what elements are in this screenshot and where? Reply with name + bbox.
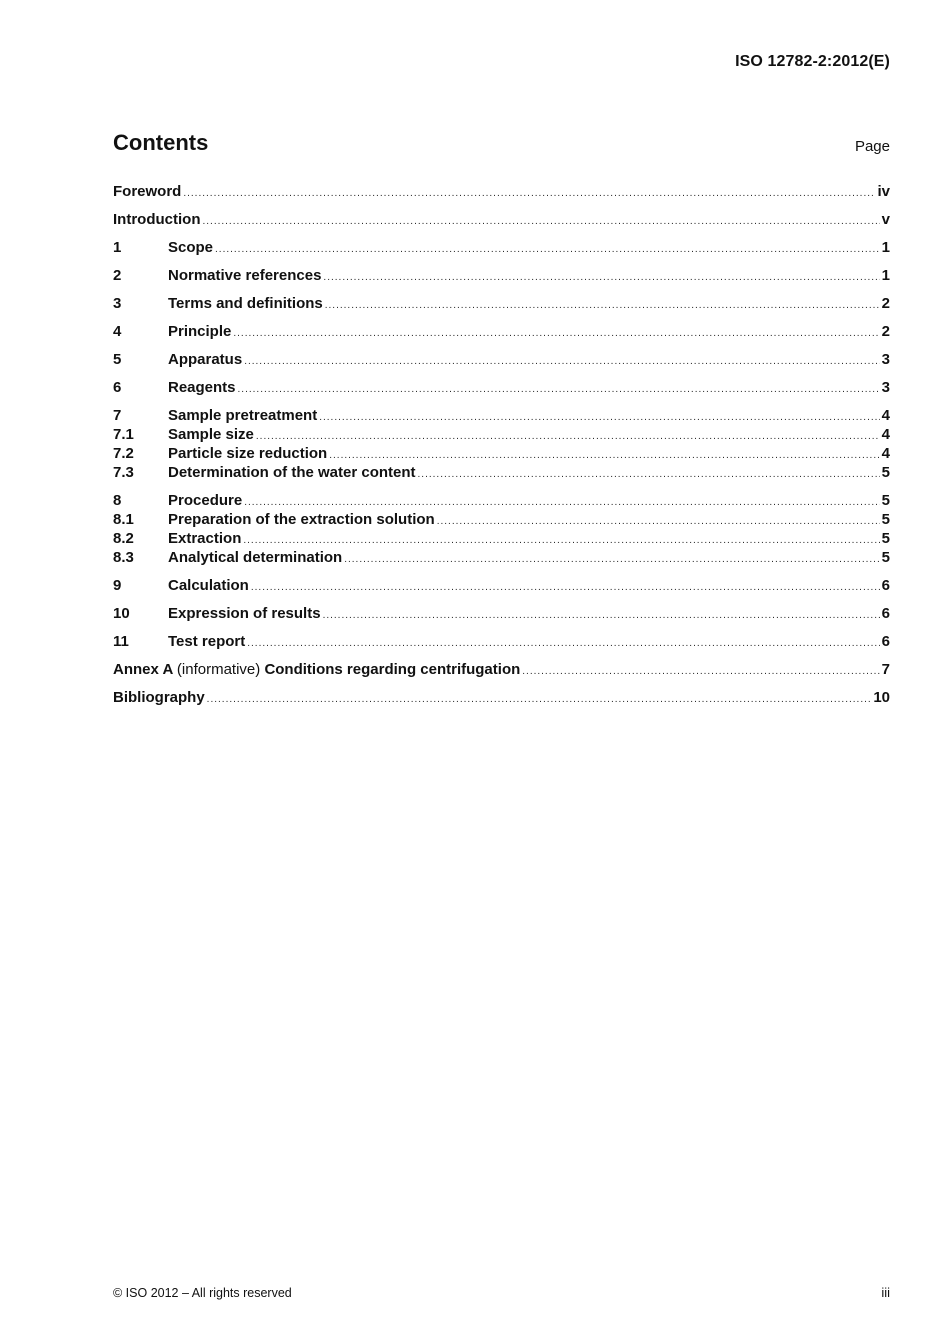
toc-entry-annex-a[interactable] bbox=[113, 660, 890, 679]
dot-leader bbox=[323, 268, 879, 287]
dot-leader bbox=[251, 578, 880, 597]
toc-entry-number: 7 bbox=[113, 407, 122, 424]
toc-entry-title: Test report bbox=[168, 633, 246, 650]
toc-entry-page: 3 bbox=[881, 379, 890, 396]
toc-entry-number: 3 bbox=[113, 295, 122, 312]
toc-entry-title: Calculation bbox=[168, 577, 249, 594]
toc-entry-title: Sample pretreatment bbox=[168, 407, 318, 424]
toc-entry-title: Particle size reduction bbox=[168, 445, 328, 462]
toc-entry-sample-pretreatment[interactable] bbox=[113, 406, 890, 425]
toc-entry-number: 8 bbox=[113, 492, 122, 509]
toc-entry-page: 4 bbox=[881, 445, 890, 462]
toc-entry-expression-of-results[interactable] bbox=[113, 604, 890, 623]
toc-entry-title: Bibliography bbox=[113, 689, 205, 706]
toc-entry-number: 5 bbox=[113, 351, 122, 368]
annex-title: Conditions regarding centrifugation bbox=[264, 661, 521, 678]
dot-leader bbox=[418, 465, 880, 484]
toc-entry-number: 7.2 bbox=[113, 445, 134, 462]
toc-entry-title bbox=[113, 660, 520, 679]
toc-entry-water-content[interactable] bbox=[113, 463, 890, 482]
annex-note: (informative) bbox=[176, 661, 261, 678]
toc-entry-page: 5 bbox=[881, 492, 890, 509]
toc-entry-page: 4 bbox=[881, 407, 890, 424]
toc-entry-title: Sample size bbox=[168, 426, 254, 443]
toc-entry-test-report[interactable] bbox=[113, 632, 890, 651]
toc-entry-number: 8.2 bbox=[113, 530, 134, 547]
toc-entry-introduction[interactable] bbox=[113, 210, 890, 229]
toc-entry-page: 10 bbox=[873, 689, 890, 706]
footer-page-number: iii bbox=[881, 1285, 890, 1300]
toc-entry-page: 5 bbox=[881, 549, 890, 566]
toc-entry-number: 11 bbox=[113, 633, 129, 650]
document-id-header: ISO 12782-2:2012(E) bbox=[735, 53, 890, 70]
dot-leader bbox=[323, 606, 880, 625]
dot-leader bbox=[202, 212, 879, 231]
toc-entry-page: 5 bbox=[881, 530, 890, 547]
toc-entry-title: Reagents bbox=[168, 379, 236, 396]
toc-entry-page: 3 bbox=[881, 351, 890, 368]
toc-entry-title: Normative references bbox=[168, 267, 322, 284]
toc-entry-number: 8.1 bbox=[113, 511, 134, 528]
toc-entry-title: Determination of the water content bbox=[168, 464, 416, 481]
toc-entry-normative-references[interactable] bbox=[113, 266, 890, 285]
dot-leader bbox=[325, 296, 880, 315]
dot-leader bbox=[437, 512, 880, 531]
dot-leader bbox=[247, 634, 879, 653]
toc-entry-particle-size-reduction[interactable] bbox=[113, 444, 890, 463]
toc-entry-title: Foreword bbox=[113, 183, 182, 200]
toc-entry-calculation[interactable] bbox=[113, 576, 890, 595]
toc-entry-extraction[interactable] bbox=[113, 529, 890, 548]
toc-entry-number: 1 bbox=[113, 239, 122, 256]
toc-entry-reagents[interactable] bbox=[113, 378, 890, 397]
toc-entry-page: iv bbox=[877, 183, 890, 200]
toc-entry-title: Analytical determination bbox=[168, 549, 343, 566]
toc-entry-number: 2 bbox=[113, 267, 122, 284]
toc-entry-title: Scope bbox=[168, 239, 214, 256]
toc-entry-terms-and-definitions[interactable] bbox=[113, 294, 890, 313]
toc-entry-apparatus[interactable] bbox=[113, 350, 890, 369]
toc-entry-number: 7.3 bbox=[113, 464, 134, 481]
toc-entry-page: 6 bbox=[881, 605, 890, 622]
toc-entry-title: Introduction bbox=[113, 211, 201, 228]
toc-entry-title: Procedure bbox=[168, 492, 243, 509]
toc-entry-page: 5 bbox=[881, 511, 890, 528]
toc-entry-page: 6 bbox=[881, 577, 890, 594]
dot-leader bbox=[207, 690, 872, 709]
toc-entry-title: Principle bbox=[168, 323, 232, 340]
toc-entry-bibliography[interactable] bbox=[113, 688, 890, 707]
toc-entry-title: Expression of results bbox=[168, 605, 321, 622]
toc-entry-analytical-determination[interactable] bbox=[113, 548, 890, 567]
toc-entry-title: Extraction bbox=[168, 530, 242, 547]
annex-label: Annex A bbox=[113, 661, 173, 678]
toc-entry-page: 1 bbox=[881, 239, 890, 256]
toc-entry-page: 6 bbox=[881, 633, 890, 650]
toc-entry-page: 4 bbox=[881, 426, 890, 443]
toc-entry-title: Terms and definitions bbox=[168, 295, 323, 312]
toc-entry-page: v bbox=[881, 211, 890, 228]
toc-entry-scope[interactable] bbox=[113, 238, 890, 257]
toc-entry-page: 2 bbox=[881, 323, 890, 340]
toc-entry-number: 10 bbox=[113, 605, 130, 622]
toc-entry-title: Preparation of the extraction solution bbox=[168, 511, 435, 528]
table-of-contents bbox=[113, 182, 890, 707]
toc-entry-page: 5 bbox=[881, 464, 890, 481]
page-column-label: Page bbox=[854, 138, 890, 155]
dot-leader bbox=[183, 184, 875, 203]
toc-entry-number: 9 bbox=[113, 577, 122, 594]
contents-heading: Contents bbox=[113, 130, 209, 155]
dot-leader bbox=[233, 324, 879, 343]
toc-entry-sample-size[interactable] bbox=[113, 425, 890, 444]
toc-entry-foreword[interactable] bbox=[113, 182, 890, 201]
dot-leader bbox=[215, 240, 880, 259]
dot-leader bbox=[238, 380, 880, 399]
toc-entry-title: Apparatus bbox=[168, 351, 243, 368]
toc-entry-page: 1 bbox=[881, 267, 890, 284]
toc-entry-page: 2 bbox=[881, 295, 890, 312]
dot-leader bbox=[256, 427, 880, 446]
dot-leader bbox=[244, 352, 879, 371]
toc-entry-number: 7.1 bbox=[113, 426, 134, 443]
toc-entry-number: 8.3 bbox=[113, 549, 134, 566]
footer-copyright: © ISO 2012 – All rights reserved bbox=[113, 1286, 292, 1300]
toc-entry-page: 7 bbox=[881, 661, 890, 678]
toc-entry-procedure[interactable] bbox=[113, 491, 890, 510]
dot-leader bbox=[522, 662, 879, 681]
toc-entry-extraction-solution[interactable] bbox=[113, 510, 890, 529]
toc-entry-number: 6 bbox=[113, 379, 122, 396]
toc-entry-principle[interactable] bbox=[113, 322, 890, 341]
toc-entry-number: 4 bbox=[113, 323, 122, 340]
dot-leader bbox=[344, 550, 879, 569]
dot-leader bbox=[319, 408, 879, 427]
